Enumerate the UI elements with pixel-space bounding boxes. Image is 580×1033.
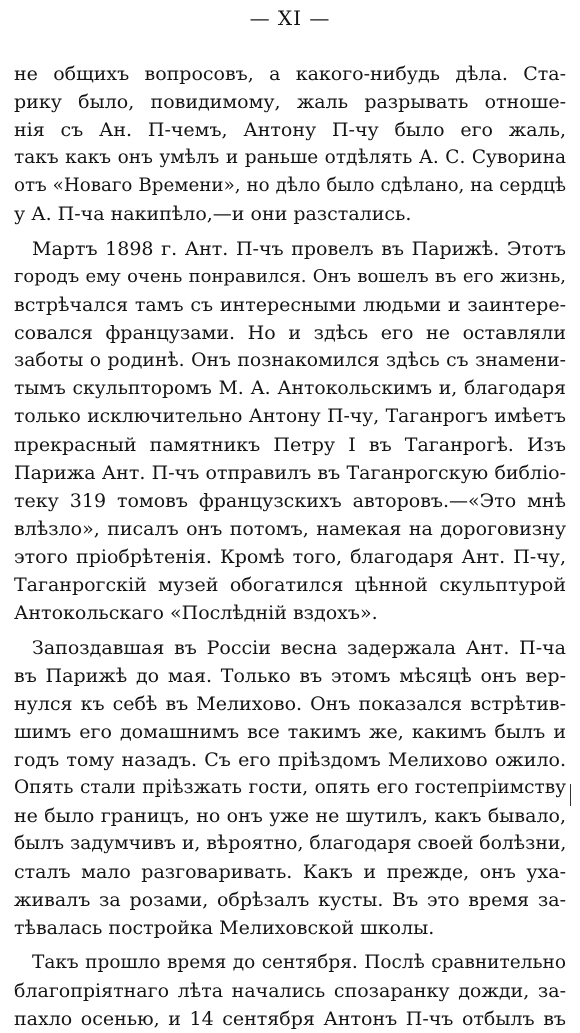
text-line: годъ тому назадъ. Съ его пріѣздомъ Мелихово ожило. (14, 749, 566, 771)
text-line: заботы о родинѣ. Онъ познакомился здѣсь съ знамени- (14, 350, 566, 371)
text-line: влѣзло», писалъ онъ потомъ, намекая на дороговизну (14, 518, 566, 540)
text-line: Парижа Ант. П-чъ отправилъ въ Таганрогскую библіо- (14, 462, 566, 484)
paragraph (14, 60, 566, 228)
text-line: только исключительно Антону П-чу, Таганрогъ имѣетъ (14, 406, 566, 427)
text-line: нулся къ себѣ въ Мелихово. Онъ показался встрѣтив- (14, 693, 566, 715)
text-line: Антокольскаго «Послѣдній вздохъ». (14, 602, 378, 624)
text-line: живалъ за розами, обрѣзалъ кусты. Въ это время за- (14, 889, 566, 911)
text-line: сталъ мало разговаривать. Какъ и прежде, онъ уха- (14, 861, 566, 883)
page-number-header: — XI — (249, 6, 331, 30)
text-line: благопріятнаго лѣта начались спозаранку дожди, за- (14, 980, 566, 1002)
page-body (14, 60, 566, 1033)
text-line: Таганрогскій музей обогатился цѣнной скульптурой (14, 574, 566, 596)
text-line: не было границъ, но онъ уже не шутилъ, какъ бывало, (14, 805, 566, 827)
text-line: этого пріобрѣтенія. Кромѣ того, благодаря Ант. П-чу, (14, 546, 566, 568)
text-line: нія съ Ан. П-чемъ, Антону П-чу было его жаль, (14, 119, 566, 141)
text-line: Мартъ 1898 г. Ант. П-чъ провелъ въ Парижѣ. Этотъ (32, 238, 566, 260)
text-line: рику было, повидимому, жаль разрывать отноше- (14, 91, 566, 113)
text-line: прекрасный памятникъ Петру I въ Таганрогѣ. Изъ (14, 434, 566, 456)
text-line: тымъ скульпторомъ М. А. Антокольскимъ и, благодаря (14, 378, 566, 399)
text-line: пахло осенью, и 14 сентября Антонъ П-чъ отбылъ въ (14, 1008, 566, 1030)
text-line: городъ ему очень понравился. Онъ вошелъ въ его жизнь, (14, 266, 566, 287)
text-line: совался французами. Но и здѣсь его не оставляли (14, 322, 566, 344)
margin-mark (570, 784, 571, 806)
paragraph (14, 949, 566, 1033)
paragraph (14, 634, 566, 942)
text-line: Запоздавшая въ Россіи весна задержала Ант. П-ча (32, 637, 566, 659)
text-line: теку 319 томовъ французскихъ авторовъ.—«Это мнѣ (14, 490, 566, 512)
text-line: отъ «Новаго Времени», но дѣло было сдѣлано, на сердцѣ (14, 175, 566, 196)
text-line: былъ задумчивъ и, вѣроятно, благодаря своей болѣзни, (14, 833, 567, 854)
text-line: такъ какъ онъ умѣлъ и раньше отдѣлять А. С. Суворина (14, 147, 566, 168)
text-line: шимъ его домашнимъ все такимъ же, какимъ былъ и (14, 721, 566, 743)
text-line: у А. П-ча накипѣло,—и они разстались. (14, 203, 412, 225)
text-line: Такъ прошло время до сентября. Послѣ сравнительно (32, 952, 566, 973)
text-line: въ Парижѣ до мая. Только въ этомъ мѣсяцѣ онъ вер- (14, 665, 566, 687)
text-line: встрѣчался тамъ съ интересными людьми и заинтере- (14, 294, 566, 316)
text-line: не общихъ вопросовъ, а какого-нибудь дѣла. Ста- (14, 63, 566, 85)
paragraph (14, 235, 566, 627)
text-line: Опять стали пріѣзжать гости, опять его гостепріимству (14, 777, 566, 798)
text-line: тѣвалась постройка Мелиховской школы. (14, 917, 435, 939)
